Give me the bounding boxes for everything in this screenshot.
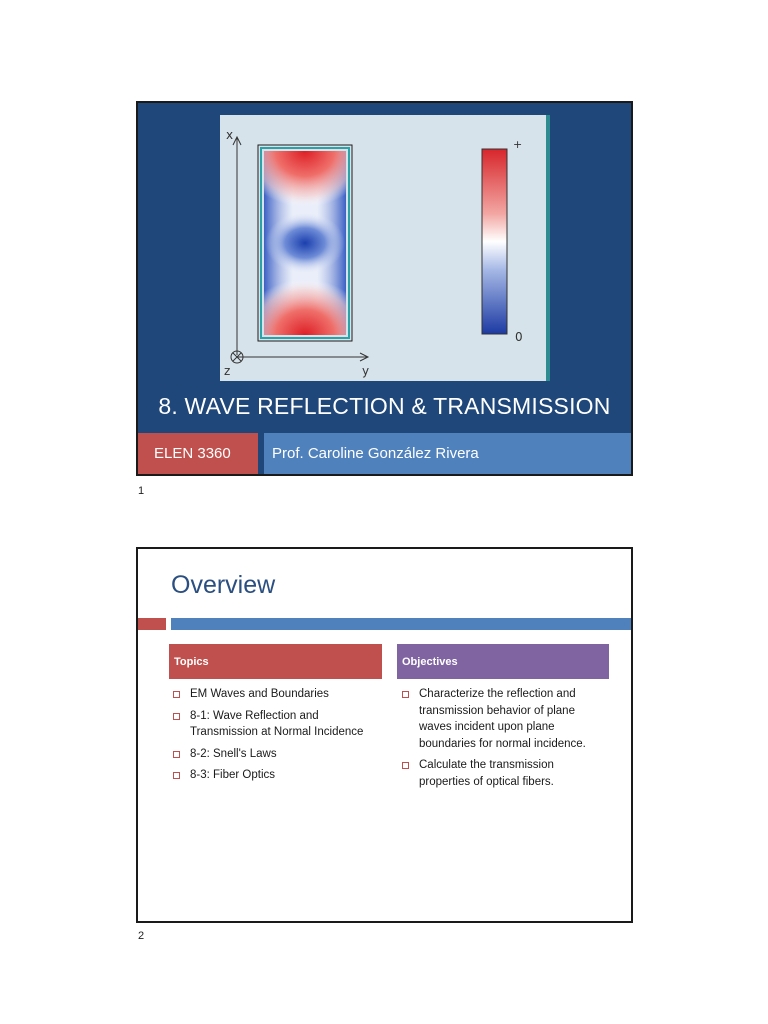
list-item: 8-2: Snell's Laws — [171, 746, 386, 763]
colorbar-min-label: 0 — [515, 330, 523, 344]
bullet-icon — [402, 691, 409, 698]
y-axis-label: y — [362, 364, 370, 378]
professor-name: Prof. Caroline González Rivera — [264, 433, 633, 474]
title-rule-red — [138, 618, 166, 630]
topics-list — [171, 686, 386, 789]
colorbar-max-label: + — [513, 138, 523, 151]
title-slide — [136, 101, 633, 476]
list-item: 8-3: Fiber Optics — [171, 767, 386, 784]
bullet-icon — [173, 713, 180, 720]
topics-heading: Topics — [169, 644, 382, 679]
colorbar — [482, 149, 507, 334]
list-item: Calculate the transmission properties of optical fibers. — [400, 757, 605, 790]
waveguide-field-figure — [220, 115, 550, 381]
bullet-icon — [173, 751, 180, 758]
title-rule-blue — [171, 618, 633, 630]
bullet-icon — [173, 772, 180, 779]
overview-slide — [136, 547, 633, 923]
z-axis-label: z — [224, 364, 231, 378]
list-item: Characterize the reflection and transmission behavior of plane waves incident upon plane boundaries for normal incidence. — [400, 686, 605, 752]
list-item: EM Waves and Boundaries — [171, 686, 386, 703]
course-code: ELEN 3360 — [138, 433, 258, 474]
objectives-heading: Objectives — [397, 644, 609, 679]
objectives-list — [400, 686, 605, 795]
page-number: 2 — [138, 930, 145, 942]
page-number: 1 — [138, 485, 145, 497]
slide-title: 8. WAVE REFLECTION & TRANSMISSION — [158, 392, 611, 419]
list-item: 8-1: Wave Reflection and Transmission at Normal Incidence — [171, 708, 386, 741]
bullet-icon — [402, 762, 409, 769]
bullet-icon — [173, 691, 180, 698]
slide-title: Overview — [171, 571, 276, 599]
x-axis-label: x — [226, 128, 234, 142]
